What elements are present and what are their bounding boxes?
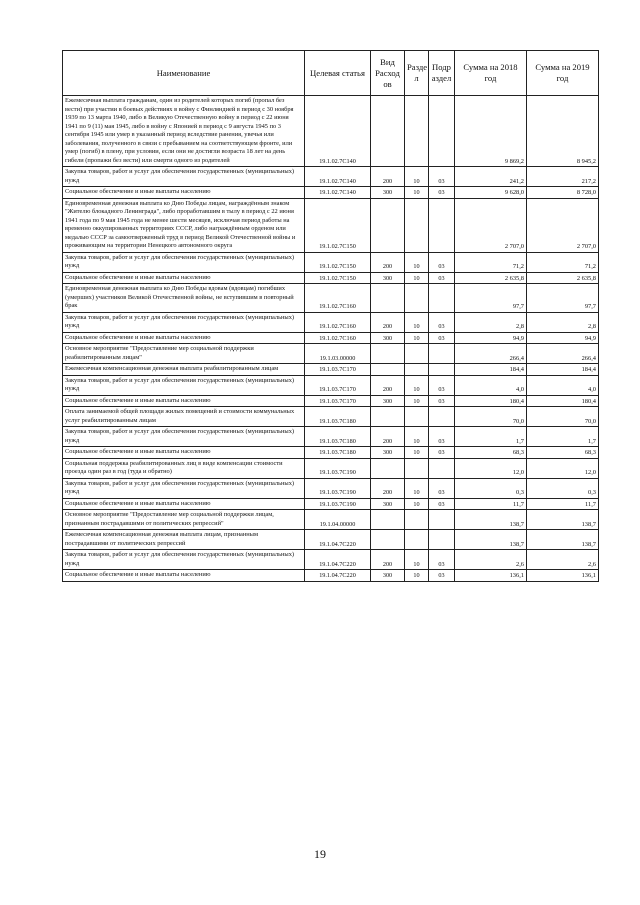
expense-type-code: 300 [371, 395, 405, 407]
target-article-code: 19.1.02.7С160 [305, 332, 371, 344]
section-code: 10 [405, 332, 429, 344]
table-row [63, 187, 599, 199]
row-name: Основное мероприятие "Предоставление мер социальной поддержки реабилитированным лицам" [63, 344, 305, 364]
sum-2018: 2 707,0 [455, 198, 527, 252]
subsection-code: 03 [429, 498, 455, 510]
row-name: Единовременная денежная выплата ко Дню Победы лицам, награждённым знаком "Жителю блокадного Ленинграда", либо проработавшим в тылу в период с 22 июня 1941 года по 9 мая 1945 года не менее шести месяцев, исключая период работы на временно оккупированных территориях СССР, либо награждённым орденом или медалью СССР за самоотверженный труд в период Великой Отечественной войны и проживающим на территории Ненецкого автономного округа [63, 198, 305, 252]
sum-2019: 97,7 [527, 284, 599, 313]
table-row [63, 312, 599, 332]
subsection-code: 03 [429, 312, 455, 332]
section-code [405, 96, 429, 167]
header-name: Наименование [63, 51, 305, 96]
table-row [63, 284, 599, 313]
section-code: 10 [405, 187, 429, 199]
sum-2018: 11,7 [455, 498, 527, 510]
section-code: 10 [405, 167, 429, 187]
section-code: 10 [405, 395, 429, 407]
sum-2018: 71,2 [455, 252, 527, 272]
target-article-code: 19.1.02.7С150 [305, 252, 371, 272]
sum-2018: 2,8 [455, 312, 527, 332]
row-name: Социальное обеспечение и иные выплаты населению [63, 447, 305, 459]
sum-2018: 0,3 [455, 478, 527, 498]
expense-type-code [371, 344, 405, 364]
table-row [63, 252, 599, 272]
table-row [63, 498, 599, 510]
sum-2018: 94,9 [455, 332, 527, 344]
subsection-code: 03 [429, 395, 455, 407]
target-article-code: 19.1.03.7С180 [305, 407, 371, 427]
expense-type-code: 300 [371, 498, 405, 510]
table-row [63, 272, 599, 284]
expense-type-code [371, 530, 405, 550]
target-article-code: 19.1.03.7С190 [305, 498, 371, 510]
target-article-code: 19.1.02.7С160 [305, 284, 371, 313]
subsection-code [429, 198, 455, 252]
sum-2018: 138,7 [455, 530, 527, 550]
sum-2018: 12,0 [455, 458, 527, 478]
sum-2019: 11,7 [527, 498, 599, 510]
section-code: 10 [405, 427, 429, 447]
section-code [405, 510, 429, 530]
table-row [63, 167, 599, 187]
expense-type-code [371, 458, 405, 478]
target-article-code: 19.1.03.7С170 [305, 364, 371, 376]
sum-2019: 138,7 [527, 530, 599, 550]
section-code [405, 407, 429, 427]
table-row [63, 364, 599, 376]
expense-type-code: 200 [371, 478, 405, 498]
expense-type-code: 300 [371, 332, 405, 344]
expense-type-code: 200 [371, 167, 405, 187]
subsection-code [429, 284, 455, 313]
row-name: Закупка товаров, работ и услуг для обеспечения государственных (муниципальных) нужд [63, 478, 305, 498]
subsection-code: 03 [429, 187, 455, 199]
table-row [63, 510, 599, 530]
section-code: 10 [405, 550, 429, 570]
sum-2018: 9 628,0 [455, 187, 527, 199]
subsection-code [429, 530, 455, 550]
sum-2019: 138,7 [527, 510, 599, 530]
subsection-code: 03 [429, 550, 455, 570]
header-section: Разде л [405, 51, 429, 96]
sum-2019: 4,0 [527, 375, 599, 395]
expense-type-code: 200 [371, 252, 405, 272]
table-row [63, 478, 599, 498]
subsection-code [429, 344, 455, 364]
sum-2019: 1,7 [527, 427, 599, 447]
header-sum-2018: Сумма на 2018 год [455, 51, 527, 96]
sum-2018: 4,0 [455, 375, 527, 395]
sum-2019: 8 728,0 [527, 187, 599, 199]
page-number: 19 [314, 847, 326, 861]
section-code: 10 [405, 570, 429, 582]
sum-2018: 2,6 [455, 550, 527, 570]
table-row [63, 570, 599, 582]
target-article-code: 19.1.02.7С140 [305, 96, 371, 167]
subsection-code: 03 [429, 478, 455, 498]
target-article-code: 19.1.03.7С170 [305, 395, 371, 407]
target-article-code: 19.1.04.00000 [305, 510, 371, 530]
row-name: Закупка товаров, работ и услуг для обеспечения государственных (муниципальных) нужд [63, 427, 305, 447]
row-name: Социальная поддержка реабилитированных лиц в виде компенсации стоимости проезда один раз в год (туда и обратно) [63, 458, 305, 478]
expense-type-code: 200 [371, 550, 405, 570]
header-expense-type: Вид Расход ов [371, 51, 405, 96]
subsection-code [429, 96, 455, 167]
expense-type-code: 200 [371, 312, 405, 332]
target-article-code: 19.1.02.7С150 [305, 272, 371, 284]
sum-2019: 180,4 [527, 395, 599, 407]
table-row [63, 344, 599, 364]
row-name: Закупка товаров, работ и услуг для обеспечения государственных (муниципальных) нужд [63, 375, 305, 395]
sum-2018: 136,1 [455, 570, 527, 582]
section-code: 10 [405, 447, 429, 459]
table-header-row [63, 51, 599, 96]
section-code [405, 198, 429, 252]
table-row [63, 550, 599, 570]
section-code [405, 284, 429, 313]
expense-type-code [371, 364, 405, 376]
section-code: 10 [405, 375, 429, 395]
sum-2018: 241,2 [455, 167, 527, 187]
row-name: Социальное обеспечение и иные выплаты населению [63, 498, 305, 510]
header-subsection: Подр аздел [429, 51, 455, 96]
row-name: Единовременная денежная выплата ко Дню Победы вдовам (вдовцам) погибших (умерших) участников Великой Отечественной войны, не вступившим в повторный брак [63, 284, 305, 313]
sum-2019: 2,6 [527, 550, 599, 570]
expense-type-code: 200 [371, 375, 405, 395]
row-name: Закупка товаров, работ и услуг для обеспечения государственных (муниципальных) нужд [63, 550, 305, 570]
sum-2019: 70,0 [527, 407, 599, 427]
target-article-code: 19.1.03.00000 [305, 344, 371, 364]
sum-2018: 68,3 [455, 447, 527, 459]
row-name: Ежемесячная выплата гражданам, один из родителей которых погиб (пропал без вести) при участии в боевых действиях в войну с Финляндией в период с 30 ноября 1939 по 13 марта 1940, либо в Великую Отечественную войну в период с 22 июня 1941 по 9 (11) мая 1945, либо в войну с Японией в период с 9 августа 1945 по 3 сентября 1945 или умер в указанный период вследствие ранения, увечья или заболевания, полученного в связи с пребыванием на соответствующем фронте, или умер (погиб) в плену, при условии, если они не достигли возраста 18 лет на день гибели (пропажи без вести) или смерти одного из родителей [63, 96, 305, 167]
sum-2019: 94,9 [527, 332, 599, 344]
sum-2019: 184,4 [527, 364, 599, 376]
section-code: 10 [405, 252, 429, 272]
sum-2019: 217,2 [527, 167, 599, 187]
sum-2019: 0,3 [527, 478, 599, 498]
expense-type-code: 300 [371, 272, 405, 284]
expense-type-code [371, 407, 405, 427]
row-name: Ежемесячная компенсационная денежная выплата лицам, признанным пострадавшими от политических репрессий [63, 530, 305, 550]
table-row [63, 427, 599, 447]
target-article-code: 19.1.03.7С170 [305, 375, 371, 395]
expense-type-code: 300 [371, 570, 405, 582]
target-article-code: 19.1.03.7С180 [305, 427, 371, 447]
target-article-code: 19.1.04.7С220 [305, 570, 371, 582]
target-article-code: 19.1.03.7С180 [305, 447, 371, 459]
section-code [405, 530, 429, 550]
subsection-code [429, 407, 455, 427]
expense-type-code [371, 284, 405, 313]
row-name: Оплата занимаемой общей площади жилых помещений и стоимости коммунальных услуг реабилитированным лицам [63, 407, 305, 427]
row-name: Социальное обеспечение и иные выплаты населению [63, 570, 305, 582]
sum-2018: 97,7 [455, 284, 527, 313]
subsection-code [429, 458, 455, 478]
expense-type-code: 300 [371, 447, 405, 459]
target-article-code: 19.1.03.7С190 [305, 478, 371, 498]
subsection-code: 03 [429, 375, 455, 395]
table-row [63, 447, 599, 459]
subsection-code [429, 510, 455, 530]
sum-2019: 8 945,2 [527, 96, 599, 167]
table-row [63, 407, 599, 427]
table-row [63, 96, 599, 167]
row-name: Социальное обеспечение и иные выплаты населению [63, 272, 305, 284]
expense-type-code: 300 [371, 187, 405, 199]
header-target-article: Целевая статья [305, 51, 371, 96]
sum-2018: 184,4 [455, 364, 527, 376]
table-body [63, 96, 599, 582]
sum-2019: 2,8 [527, 312, 599, 332]
row-name: Закупка товаров, работ и услуг для обеспечения государственных (муниципальных) нужд [63, 252, 305, 272]
sum-2019: 68,3 [527, 447, 599, 459]
subsection-code [429, 364, 455, 376]
subsection-code: 03 [429, 570, 455, 582]
row-name: Социальное обеспечение и иные выплаты населению [63, 395, 305, 407]
row-name: Основное мероприятие "Предоставление мер социальной поддержки лицам, признанным пострадавшими от политических репрессий" [63, 510, 305, 530]
subsection-code: 03 [429, 167, 455, 187]
header-sum-2019: Сумма на 2019 год [527, 51, 599, 96]
expense-type-code [371, 198, 405, 252]
sum-2019: 266,4 [527, 344, 599, 364]
row-name: Закупка товаров, работ и услуг для обеспечения государственных (муниципальных) нужд [63, 167, 305, 187]
sum-2019: 136,1 [527, 570, 599, 582]
row-name: Ежемесячная компенсационная денежная выплата реабилитированным лицам [63, 364, 305, 376]
expense-type-code [371, 96, 405, 167]
budget-table [62, 50, 599, 582]
sum-2018: 138,7 [455, 510, 527, 530]
subsection-code: 03 [429, 252, 455, 272]
section-code: 10 [405, 498, 429, 510]
table-row [63, 332, 599, 344]
target-article-code: 19.1.04.7С220 [305, 530, 371, 550]
target-article-code: 19.1.04.7С220 [305, 550, 371, 570]
target-article-code: 19.1.02.7С140 [305, 187, 371, 199]
sum-2018: 1,7 [455, 427, 527, 447]
row-name: Закупка товаров, работ и услуг для обеспечения государственных (муниципальных) нужд [63, 312, 305, 332]
subsection-code: 03 [429, 427, 455, 447]
expense-type-code: 200 [371, 427, 405, 447]
sum-2019: 71,2 [527, 252, 599, 272]
sum-2018: 180,4 [455, 395, 527, 407]
target-article-code: 19.1.02.7С150 [305, 198, 371, 252]
subsection-code: 03 [429, 447, 455, 459]
target-article-code: 19.1.02.7С140 [305, 167, 371, 187]
section-code [405, 458, 429, 478]
section-code: 10 [405, 312, 429, 332]
row-name: Социальное обеспечение и иные выплаты населению [63, 187, 305, 199]
sum-2019: 2 635,8 [527, 272, 599, 284]
sum-2019: 12,0 [527, 458, 599, 478]
row-name: Социальное обеспечение и иные выплаты населению [63, 332, 305, 344]
target-article-code: 19.1.02.7С160 [305, 312, 371, 332]
table-row [63, 198, 599, 252]
sum-2018: 2 635,8 [455, 272, 527, 284]
table-row [63, 395, 599, 407]
sum-2019: 2 707,0 [527, 198, 599, 252]
table-row [63, 375, 599, 395]
sum-2018: 70,0 [455, 407, 527, 427]
table-row [63, 530, 599, 550]
sum-2018: 9 869,2 [455, 96, 527, 167]
section-code [405, 364, 429, 376]
subsection-code: 03 [429, 332, 455, 344]
subsection-code: 03 [429, 272, 455, 284]
section-code: 10 [405, 478, 429, 498]
section-code: 10 [405, 272, 429, 284]
table-row [63, 458, 599, 478]
target-article-code: 19.1.03.7С190 [305, 458, 371, 478]
section-code [405, 344, 429, 364]
sum-2018: 266,4 [455, 344, 527, 364]
expense-type-code [371, 510, 405, 530]
